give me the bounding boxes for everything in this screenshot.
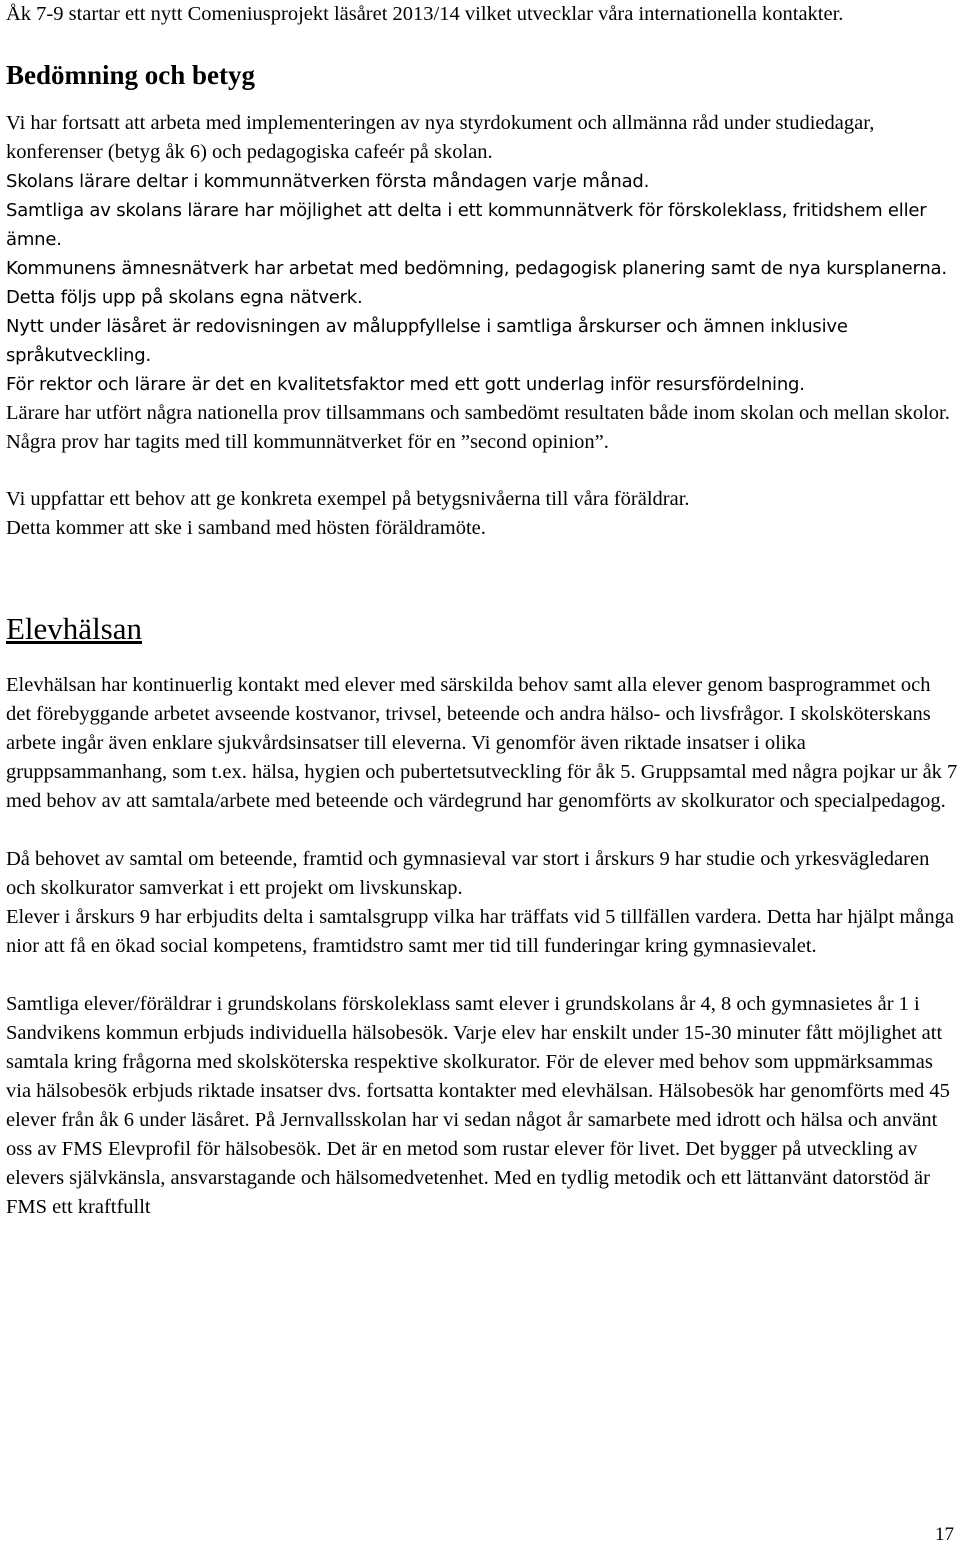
bedomning-paragraph-2: Skolans lärare deltar i kommunnätverken första måndagen varje månad. [6,171,650,192]
bedomning-paragraph-8: Lärare har utfört några nationella prov tillsammans och sambedömt resultaten både inom skolan och mellan skolor. [6,402,950,424]
spacer [6,649,958,671]
bedomning-paragraph-1: Vi har fortsatt att arbeta med implementeringen av nya styrdokument och allmänna råd under studiedagar, konferenser (betyg åk 6) och pedagogiska cafeér på skolan. [6,112,875,163]
spacer [6,543,958,609]
bedomning-paragraph-5: Detta följs upp på skolans egna nätverk. [6,287,363,308]
bedomning-paragraph-6: Nytt under läsåret är redovisningen av måluppfyllelse i samtliga årskurser och ämnen inklusive språkutveckling. [6,316,848,366]
bedomning-paragraph-7: För rektor och lärare är det en kvalitetsfaktor med ett gott underlag inför resursfördelning. [6,374,805,395]
elevhalsan-paragraph-1: Elevhälsan har kontinuerlig kontakt med elever med särskilda behov samt alla elever genom basprogrammet och det förebyggande arbetet avseende kostvanor, trivsel, beteende och andra hälso- och livsfrågor. I skolsköterskans arbete ingår även enklare sjukvårdsinsatser till eleverna. Vi genomför även riktade insatser i olika gruppsammanhang, som t.ex. hälsa, hygien och pubertetsutveckling för åk 5. Gruppsamtal med några pojkar ur åk 7 med behov av att samtala/arbete med beteende och värdegrund har genomförts av skolkurator och specialpedagog. [6,674,958,812]
document-page [6,0,958,1222]
elevhalsan-paragraph-4: Samtliga elever/föräldrar i grundskolans förskoleklass samt elever i grundskolans år 4, 8 och gymnasietes år 1 i Sandvikens kommun erbjuds individuella hälsobesök. Varje elev har enskilt under 15-30 minuter fått möjlighet att samtala kring frågorna med skolsköterska respektive skolkurator. För de elever med behov som uppmärksammas via hälsobesök erbjuds riktade insatser dvs. fortsatta kontakter med elevhälsan. Hälsobesök har genomförts med 45 elever från åk 6 under läsåret. På Jernvallsskolan har vi sedan något år samarbete med idrott och hälsa och använt oss av FMS Elevprofil för hälsobesök. Det är en metod som rustar elever för livet. Det bygger på utveckling av elevers självkänsla, ansvarstagande och hälsomedvetenhet. Med en tydlig metodik och ett lättanvänt datorstöd är FMS ett kraftfullt [6,993,950,1218]
bedomning-paragraph-4: Kommunens ämnesnätverk har arbetat med bedömning, pedagogisk planering samt de nya kursplanerna. [6,258,947,279]
spacer [6,961,958,990]
spacer [6,92,958,109]
intro-paragraph: Åk 7-9 startar ett nytt Comeniusprojekt läsåret 2013/14 vilket utvecklar våra internationella kontakter. [6,3,844,25]
spacer [6,457,958,485]
bedomning-paragraph-11: Detta kommer att ske i samband med hösten föräldramöte. [6,517,486,539]
spacer [6,816,958,845]
page-number: 17 [935,1524,954,1545]
spacer [6,29,958,58]
section-heading-bedomning: Bedömning och betyg [6,60,256,90]
section-heading-elevhalsan: Elevhälsan [6,611,143,646]
bedomning-paragraph-9: Några prov har tagits med till kommunnätverket för en ”second opinion”. [6,431,609,453]
bedomning-paragraph-3: Samtliga av skolans lärare har möjlighet att delta i ett kommunnätverk för förskoleklass, fritidshem eller ämne. [6,200,927,250]
elevhalsan-paragraph-2: Då behovet av samtal om beteende, framtid och gymnasieval var stort i årskurs 9 har studie och yrkesvägledaren och skolkurator samverkat i ett projekt om livskunskap. [6,848,930,899]
elevhalsan-paragraph-3: Elever i årskurs 9 har erbjudits delta i samtalsgrupp vilka har träffats vid 5 tillfällen vardera. Detta har hjälpt många nior att få en ökad social kompetens, framtidstro samt mer tid till funderingar kring gymnasievalet. [6,906,954,957]
bedomning-paragraph-10: Vi uppfattar ett behov att ge konkreta exempel på betygsnivåerna till våra föräldrar. [6,488,690,510]
